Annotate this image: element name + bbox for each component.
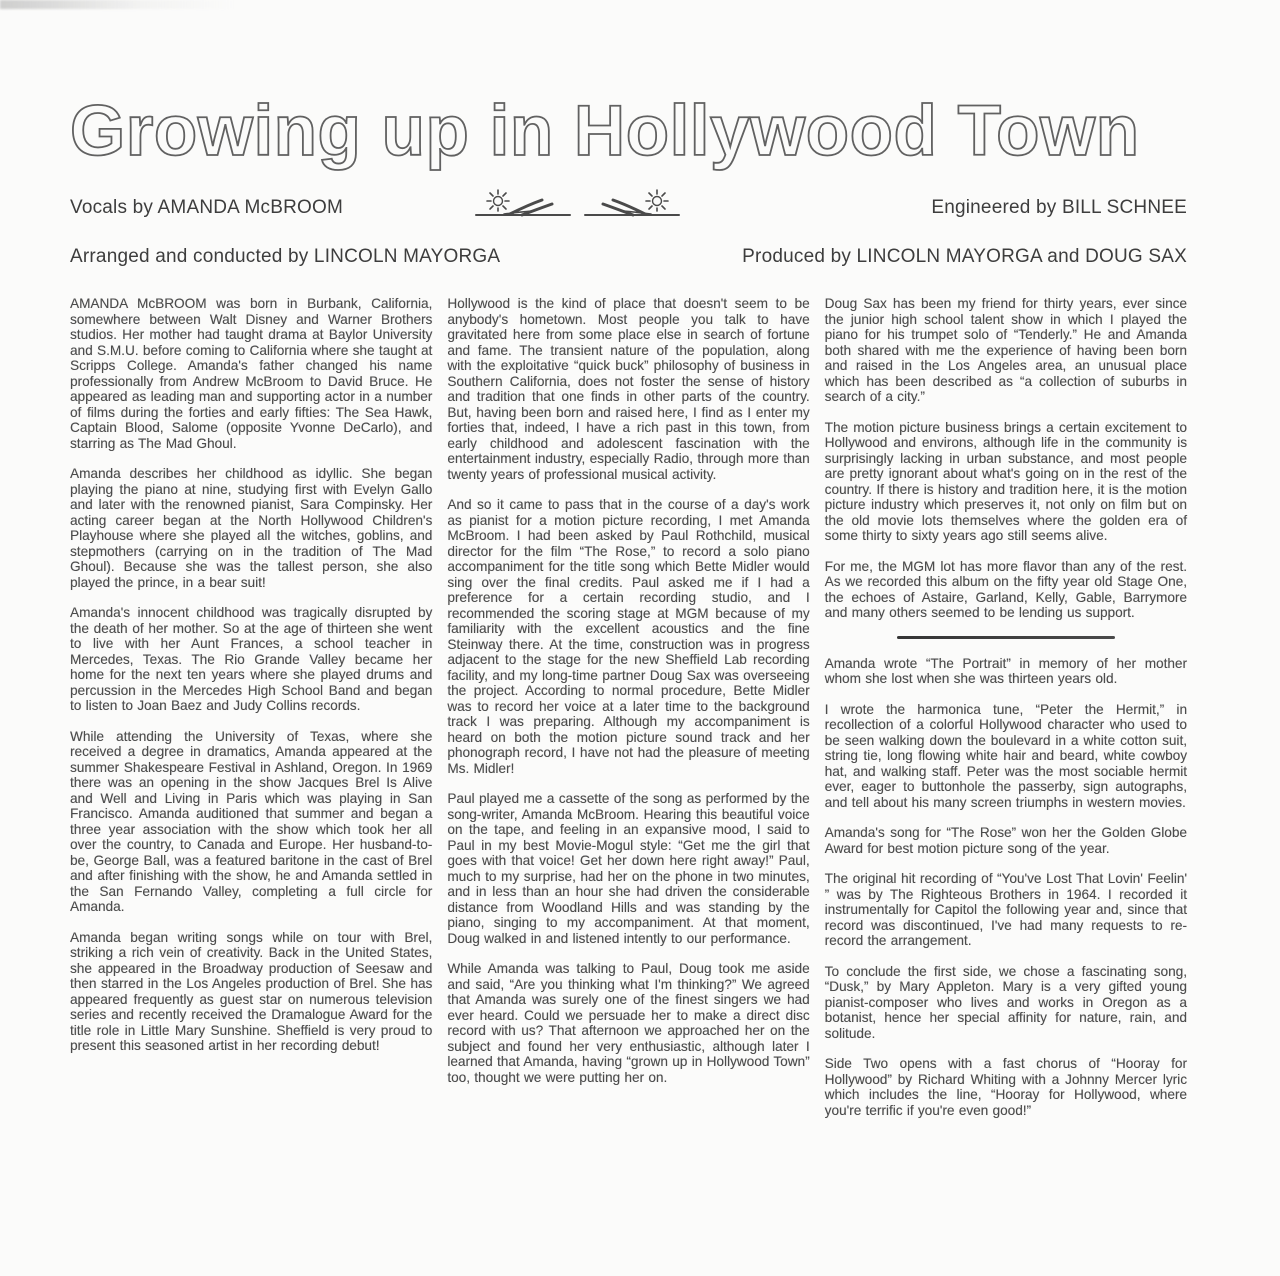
column-1 bbox=[70, 296, 432, 1133]
body-paragraph: Side Two opens with a fast chorus of “Hooray for Hollywood” by Richard Whiting with a Johnny Mercer lyric which includes the line, “Hooray for Hollywood, where you're terrific if you're even good!” bbox=[824, 1056, 1187, 1118]
arranger-credit: Arranged and conducted by LINCOLN MAYORGA bbox=[70, 246, 501, 267]
body-paragraph: And so it came to pass that in the course of a day's work as pianist for a motion picture recording, I met Amanda McBroom. I had been asked by Paul Rothchild, musical director for the film “The Rose,” to record a solo piano accompaniment for the title song which Bette Midler would sing over the final credits. Paul asked me if I had a preference for a certain recording studio, and I recommended the scoring stage at MGM because of my familiarity with the excellent acoustics and the fine Steinway there. At the time, construction was in progress adjacent to the stage for the new Sheffield Lab recording facility, and my long-time partner Doug Sax was overseeing the project. According to normal procedure, Bette Midler was to record her voice at a later time to the background track I was preparing. Although my accompaniment is heard on both the motion picture sound track and her phonograph record, I have not had the pleasure of meeting Ms. Midler! bbox=[447, 497, 810, 776]
column-2 bbox=[447, 296, 809, 1133]
liner-notes bbox=[70, 296, 1187, 1133]
credits-row-1 bbox=[70, 187, 1187, 229]
body-paragraph: The motion picture business brings a certain excitement to Hollywood and environs, although life in the community is surprisingly lacking in urban substance, and most people are pretty ignorant about what's going on in the rest of the country. If there is history and tradition here, it is the motion picture industry which preserves it, not only on film but on the old movie lots themselves where the golden era of some thirty to sixty years ago still seems alive. bbox=[824, 419, 1187, 543]
credits-row-2 bbox=[70, 246, 1187, 268]
body-paragraph: Hollywood is the kind of place that doesn't seem to be anybody's hometown. Most people you talk to have gravitated here from some place else in search of fortune and fame. The transient nature of the population, along with the exploitative “quick buck” philosophy of business in Southern California, does not foster the sense of history and tradition that one finds in other parts of the country. But, having been born and raised here, I find as I enter my forties that, indeed, I have a rich past in this town, from early childhood and adolescent fascination with the entertainment industry, especially Radio, through more than twenty years of professional musical activity. bbox=[447, 296, 810, 482]
body-paragraph: While attending the University of Texas, where she received a degree in dramatics, Amanda appeared at the summer Shakespeare Festival in Ashland, Oregon. In 1969 there was an opening in the show Jacques Brel Is Alive and Well and Living in Paris which was playing in San Francisco. Amanda auditioned that summer and began a three year association with the show which took her all over the country, to Canada and Europe. Her husband-to-be, George Ball, was a featured baritone in the cast of Brel and after finishing with the show, he and Amanda settled in the San Fernando Valley, completing a full circle for Amanda. bbox=[70, 728, 433, 914]
body-paragraph: Amanda wrote “The Portrait” in memory of her mother whom she lost when she was thirteen years old. bbox=[824, 655, 1187, 686]
credits-block bbox=[70, 187, 1187, 268]
body-paragraph: For me, the MGM lot has more flavor than any of the rest. As we recorded this album on the fifty year old Stage One, the echoes of Astaire, Garland, Kelly, Gable, Barrymore and many others seemed to be lending us support. bbox=[824, 558, 1187, 620]
body-paragraph: Amanda began writing songs while on tour with Brel, striking a rich vein of creativity. Back in the United States, she appeared in the Broadway production of Seesaw and then starred in the Los Angeles production of Brel. She has appeared frequently as guest star on numerous television series and recently received the Dramalogue Award for the title role in Little Mary Sunshine. Sheffield is very proud to present this seasoned artist in her recording debut! bbox=[70, 929, 433, 1053]
scan-artifact bbox=[0, 0, 235, 9]
body-paragraph: The original hit recording of “You've Lost That Lovin' Feelin' ” was by The Righteous Brothers in 1964. I recorded it instrumentally for Capitol the following year and, since that record was discontinued, I've had many requests to re-record the arrangement. bbox=[824, 871, 1187, 948]
column-3 bbox=[825, 296, 1187, 1133]
body-paragraph: Amanda's song for “The Rose” won her the Golden Globe Award for best motion picture song of the year. bbox=[824, 825, 1187, 856]
body-paragraph: Amanda's innocent childhood was tragically disrupted by the death of her mother. So at the age of thirteen she went to live with her Aunt Frances, a school teacher in Mercedes, Texas. The Rio Grande Valley became her home for the next ten years where she played drums and percussion in the Mercedes High School Band and began to listen to Joan Baez and Judy Collins records. bbox=[70, 605, 433, 713]
body-paragraph: I wrote the harmonica tune, “Peter the Hermit,” in recollection of a colorful Hollywood character who used to be seen walking down the boulevard in a white cotton suit, string tie, long flowing white hair and beard, white cowboy hat, and walking staff. Peter was the most sociable hermit ever, eager to buttonhole the passerby, sign autographs, and tell about his many screen triumphs in western movies. bbox=[824, 701, 1187, 810]
floral-divider-icon bbox=[470, 187, 685, 229]
producer-credit: Produced by LINCOLN MAYORGA and DOUG SAX bbox=[742, 246, 1187, 267]
body-paragraph: While Amanda was talking to Paul, Doug took me aside and said, “Are you thinking what I'm thinking?” We agreed that Amanda was surely one of the finest singers we had ever heard. Could we persuade her to make a direct disc record with us? That afternoon we approached her on the subject and found her very enthusiastic, although later I learned that Amanda, having “grown up in Hollywood Town” too, thought we were putting her on. bbox=[447, 961, 810, 1085]
body-paragraph: Doug Sax has been my friend for thirty years, ever since the junior high school talent show in which I played the piano for his trumpet solo of “Tenderly.” He and Amanda both shared with me the experience of having been born and raised in the Los Angeles area, an unusual place which has been described as “a collection of suburbs in search of a city.” bbox=[824, 296, 1187, 404]
section-divider bbox=[897, 636, 1115, 639]
page-title: Growing up in Hollywood Town bbox=[70, 92, 1140, 171]
vocals-credit: Vocals by AMANDA McBROOM bbox=[70, 197, 343, 218]
body-paragraph: AMANDA McBROOM was born in Burbank, California, somewhere between Walt Disney and Warner Brothers studios. Her mother had taught drama at Baylor University and S.M.U. before coming to California where she taught at Scripps College. Amanda's father changed his name professionally from Andrew McBroom to David Bruce. He appeared as leading man and supporting actor in a number of films during the forties and early fifties: The Sea Hawk, Captain Blood, Salome (opposite Yvonne DeCarlo), and starring as The Mad Ghoul. bbox=[70, 296, 433, 451]
body-paragraph: Amanda describes her childhood as idyllic. She began playing the piano at nine, studying first with Evelyn Gallo and later with the renowned pianist, Sara Compinsky. Her acting career began at the North Hollywood Children's Playhouse where she played all the witches, goblins, and stepmothers (carrying on in the tradition of The Mad Ghoul). Because she was the tallest person, she also played the prince, in a bear suit! bbox=[70, 466, 433, 590]
engineer-credit: Engineered by BILL SCHNEE bbox=[931, 197, 1187, 218]
body-paragraph: Paul played me a cassette of the song as performed by the song-writer, Amanda McBroom. Hearing this beautiful voice on the tape, and feeling in an expansive mood, I said to Paul in my best Movie-Mogul style: “Get me the girl that goes with that voice! Get her down here right away!” Paul, much to my surprise, had her on the phone in two minutes, and in less than an hour she had driven the considerable distance from Woodland Hills and was standing by the piano, singing to my accompaniment. At that moment, Doug walked in and listened intently to our performance. bbox=[447, 791, 810, 946]
body-paragraph: To conclude the first side, we chose a fascinating song, “Dusk,” by Mary Appleton. Mary is a very gifted young pianist-composer who lives and works in Oregon as a botanist, hence her special affinity for nature, rain, and solitude. bbox=[824, 963, 1187, 1041]
